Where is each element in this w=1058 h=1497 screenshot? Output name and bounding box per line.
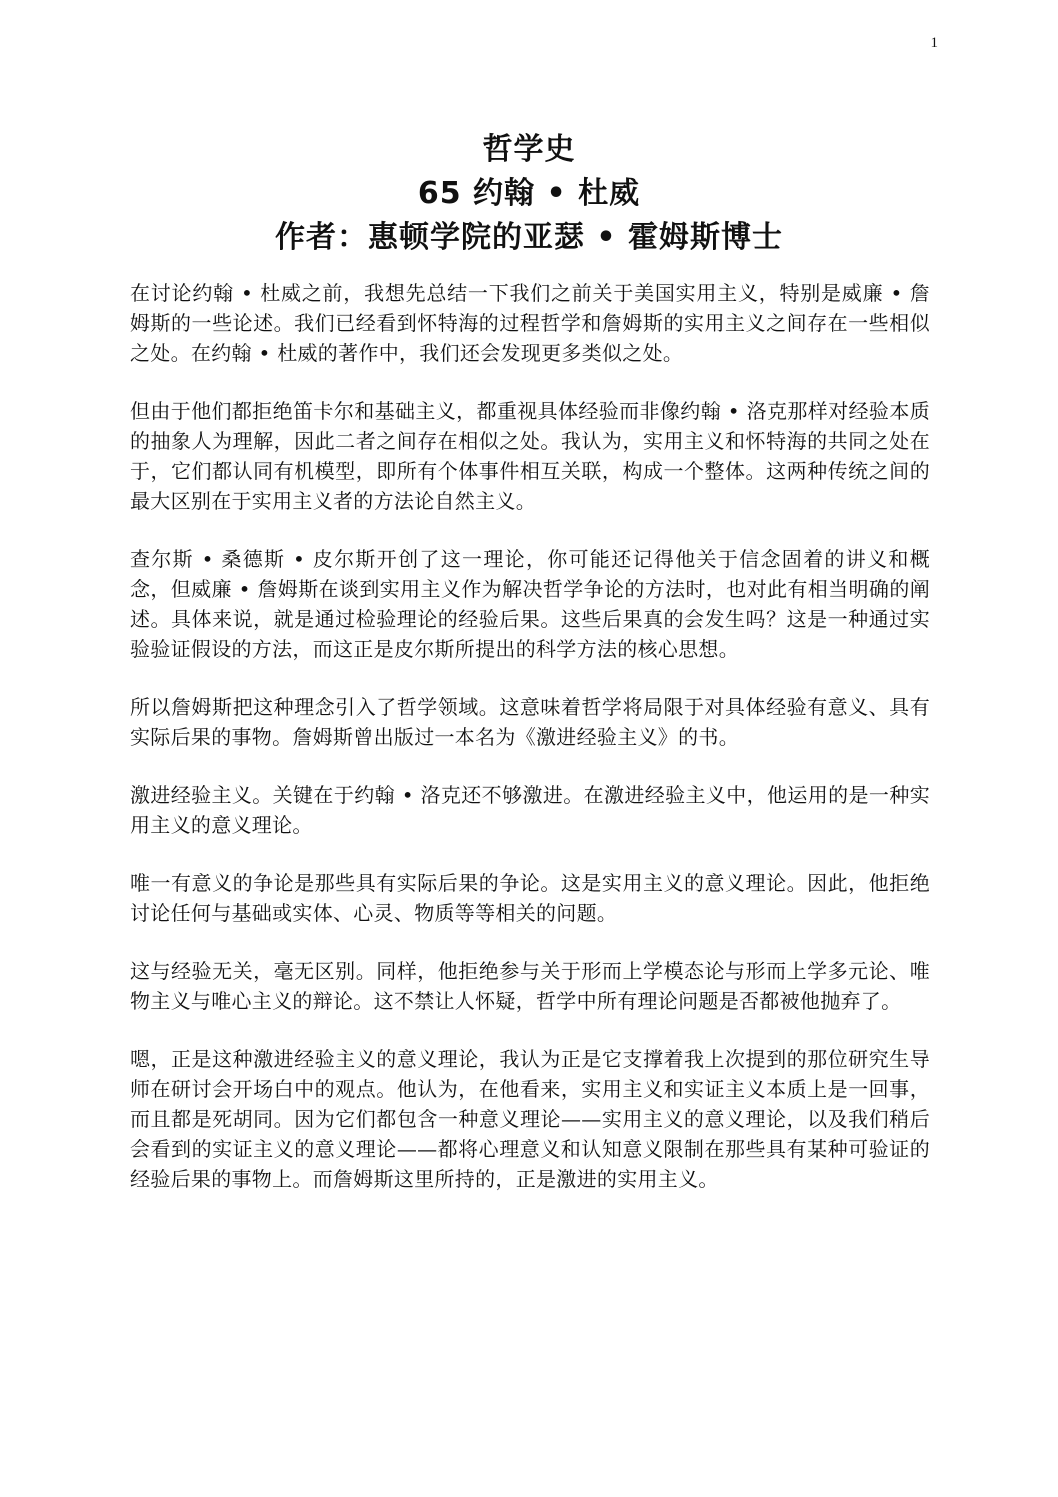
lecture-title: 65 约翰 • 杜威 bbox=[417, 176, 641, 211]
paragraph-2: 但由于他们都拒绝笛卡尔和基础主义，都重视具体经验而非像约翰 • 洛克那样对经验本质的抽象人为理解，因此二者之间存在相似之处。我认为，实用主义和怀特海的共同之处在于，它们都认同有机模型，即所有个体事件相互关联，构成一个整体。这两种传统之间的最大区别在于实用主义者的方法论自然主义。 bbox=[130, 399, 930, 513]
paragraph-5: 激进经验主义。关键在于约翰 • 洛克还不够激进。在激进经验主义中，他运用的是一种实用主义的意义理论。 bbox=[130, 783, 930, 837]
paragraph-7: 这与经验无关，毫无区别。同样，他拒绝参与关于形而上学模态论与形而上学多元论、唯物主义与唯心主义的辩论。这不禁让人怀疑，哲学中所有理论问题是否都被他抛弃了。 bbox=[130, 959, 930, 1013]
page-number: 1 bbox=[930, 35, 938, 51]
paragraph-3: 查尔斯 • 桑德斯 • 皮尔斯开创了这一理论，你可能还记得他关于信念固着的讲义和概念，但威廉 • 詹姆斯在谈到实用主义作为解决哲学争论的方法时，也对此有相当明确的阐述。具体来说，就是通过检验理论的经验后果。这些后果真的会发生吗？这是一种通过实验验证假设的方法，而这正是皮尔斯所提出的科学方法的核心思想。 bbox=[130, 547, 930, 661]
paragraph-4: 所以詹姆斯把这种理念引入了哲学领域。这意味着哲学将局限于对具体经验有意义、具有实际后果的事物。詹姆斯曾出版过一本名为《激进经验主义》的书。 bbox=[130, 695, 930, 749]
paragraph-6: 唯一有意义的争论是那些具有实际后果的争论。这是实用主义的意义理论。因此，他拒绝讨论任何与基础或实体、心灵、物质等等相关的问题。 bbox=[130, 871, 930, 925]
series-title: 哲学史 bbox=[482, 132, 576, 167]
paragraph-8: 嗯，正是这种激进经验主义的意义理论，我认为正是它支撑着我上次提到的那位研究生导师在研讨会开场白中的观点。他认为，在他看来，实用主义和实证主义本质上是一回事，而且都是死胡同。因为它们都包含一种意义理论——实用主义的意义理论，以及我们稍后会看到的实证主义的意义理论——都将心理意义和认知意义限制在那些具有某种可验证的经验后果的事物上。而詹姆斯这里所持的，正是激进的实用主义。 bbox=[130, 1047, 930, 1191]
paragraph-1: 在讨论约翰 • 杜威之前，我想先总结一下我们之前关于美国实用主义，特别是威廉 • 詹姆斯的一些论述。我们已经看到怀特海的过程哲学和詹姆斯的实用主义之间存在一些相似之处。在约翰 • 杜威的著作中，我们还会发现更多类似之处。 bbox=[130, 281, 930, 365]
title-block bbox=[0, 128, 1058, 260]
body-text bbox=[130, 278, 930, 1222]
author-line: 作者：惠顿学院的亚瑟 • 霍姆斯博士 bbox=[274, 220, 784, 255]
